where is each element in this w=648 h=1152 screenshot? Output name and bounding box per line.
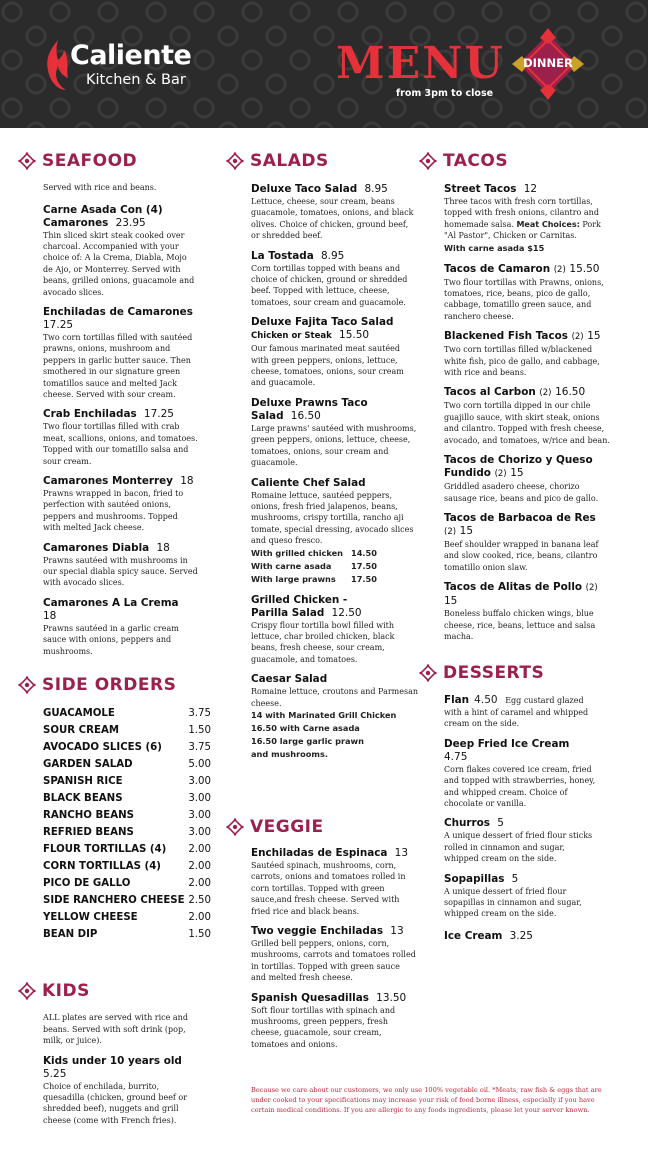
side-name: GARDEN SALAD — [43, 759, 133, 770]
option-name: With large prawns — [251, 573, 336, 584]
menu-item — [43, 204, 198, 298]
side-item — [43, 824, 211, 841]
item-name: Ice Cream — [444, 929, 503, 942]
item-price: 5 — [497, 817, 504, 830]
item-price: 17.25 — [43, 318, 74, 331]
menu-item — [251, 925, 416, 984]
side-price: 3.75 — [188, 708, 211, 719]
section-title: DESSERTS — [443, 663, 545, 683]
section-header — [226, 148, 418, 174]
kids-section — [18, 978, 202, 1126]
side-price: 1.50 — [188, 725, 211, 736]
menu-item — [444, 738, 599, 810]
option-name: With carne asada — [251, 560, 332, 571]
item-description: Two flour tortillas with Prawns, onions, tomatoes, rice, beans, pico de gallo, cabbage, tomatillo green sauce, and ranchero cheese. — [444, 277, 604, 321]
menu-title: MENU — [336, 38, 505, 89]
brand-logo — [44, 38, 224, 98]
side-price: 2.00 — [188, 878, 211, 889]
section-header — [18, 148, 198, 174]
item-price: 17.25 — [143, 408, 174, 421]
item-price: 5 — [511, 872, 519, 885]
price-option — [251, 547, 418, 560]
menu-item — [251, 316, 418, 389]
item-name: Tacos al Carbon — [444, 386, 536, 399]
item-description: Our famous marinated meat sautéed with green peppers, onions, lettuce, cheese, tomatoes, onions, sour cream and guacamole. — [251, 344, 404, 388]
side-price: 3.75 — [188, 742, 211, 753]
menu-item — [251, 594, 418, 666]
item-name: Enchiladas de Camarones — [43, 305, 193, 318]
menu-item — [43, 408, 198, 467]
side-price: 1.50 — [188, 929, 211, 940]
side-item — [43, 875, 211, 892]
item-count: (2) — [585, 583, 598, 594]
section-header — [419, 660, 599, 686]
item-name: Deluxe Taco Salad — [251, 183, 358, 195]
side-name: BEAN DIP — [43, 929, 98, 940]
disclaimer-footer: Because we care about our customers, we only use 100% vegetable oil. *Meats, raw fish & eggs that are under cooked to your specifications may increase your risk of food borne illness, especially if you have certain medical conditions. If you are allergic to any foods ingredients, please let your server known. — [251, 1086, 602, 1115]
item-description: Two corn tortillas filled w/blackened white fish, pico de gallo, and cabbage, with rice and beans. — [444, 345, 600, 378]
ornament-icon — [226, 152, 244, 170]
item-description: Prawns wrapped in bacon, fried to perfection with sautéed onions, peppers and mushrooms. Topped with melted Jack cheese. — [43, 489, 184, 533]
item-description: Three tacos with fresh corn tortillas, topped with fresh onions, cilantro and homemade salsa. — [444, 197, 599, 229]
item-name: Churros — [444, 817, 490, 830]
side-price: 3.00 — [188, 776, 211, 787]
item-count: (2) — [571, 332, 584, 343]
side-orders-section — [18, 672, 211, 943]
item-price: 12.50 — [331, 606, 362, 619]
menu-item — [444, 512, 611, 573]
side-price: 3.00 — [188, 793, 211, 804]
menu-item — [251, 397, 418, 469]
item-name: Tacos de Chorizo y Queso Fundido — [444, 454, 593, 480]
price-option: With carne asada $15 — [444, 242, 545, 253]
menu-item — [251, 992, 416, 1051]
side-name: RANCHO BEANS — [43, 810, 134, 821]
desserts-section — [419, 660, 599, 943]
item-description: Griddled asadero cheese, chorizo sausage rice, beans and pico de gallo. — [444, 482, 599, 503]
item-price: 23.95 — [115, 216, 146, 229]
item-price: 16.50 — [290, 409, 321, 422]
side-item — [43, 909, 211, 926]
seafood-note: Served with rice and beans. — [43, 183, 157, 192]
side-name: SIDE RANCHERO CHEESE — [43, 895, 185, 906]
item-name: Enchiladas de Espinaca — [251, 847, 388, 859]
section-header — [18, 672, 211, 698]
side-item — [43, 790, 211, 807]
option-price: 17.50 — [351, 573, 377, 584]
side-price: 5.00 — [188, 759, 211, 770]
side-item — [43, 926, 211, 943]
section-title: TACOS — [443, 151, 509, 171]
ornament-icon — [226, 818, 244, 836]
item-name: Deluxe Fajita Taco Salad — [251, 316, 394, 329]
side-name: YELLOW CHEESE — [43, 912, 138, 923]
side-item — [43, 858, 211, 875]
side-name: AVOCADO SLICES (6) — [43, 742, 162, 753]
menu-item — [43, 597, 198, 657]
item-description: Soft flour tortillas with spinach and mushrooms, green peppers, fresh cheese, guacamole, sour cream, tomatoes and onions. — [251, 1005, 396, 1049]
item-price: 15 — [587, 330, 601, 343]
price-option — [251, 560, 418, 573]
side-item — [43, 841, 211, 858]
item-price: 13 — [394, 847, 409, 859]
menu-item — [444, 183, 611, 255]
item-description: Thin sliced skirt steak cooked over charcoal. Accompanied with your choice of: A la Crema, Diabla, Mojo de Ajo, or Monterrey. Served with beans, grilled onions, guacamole and avocado slices. — [43, 230, 195, 297]
side-name: FLOUR TORTILLAS (4) — [43, 844, 167, 855]
menu-item — [43, 306, 198, 400]
item-count: (2) — [553, 264, 566, 275]
brand-name: Caliente — [70, 40, 192, 71]
item-description: Choice of enchilada, burrito, quesadilla (chicken, ground beef or shredded beef), nuggets and grill cheese (come with French fries). — [43, 1081, 188, 1125]
side-price: 3.00 — [188, 827, 211, 838]
menu-item — [43, 475, 198, 534]
menu-item — [444, 386, 611, 446]
option-price: 14.50 — [351, 547, 377, 558]
header — [0, 0, 648, 128]
menu-item — [444, 263, 611, 323]
section-title: KIDS — [42, 981, 90, 1001]
section-title: SEAFOOD — [42, 151, 138, 171]
item-name: Flan — [444, 694, 470, 706]
item-description: A unique dessert of fried flour sopapillas in cinnamon and sugar, whipped cream on the side. — [444, 886, 582, 919]
side-price: 2.00 — [188, 912, 211, 923]
menu-item — [444, 454, 611, 504]
side-item — [43, 773, 211, 790]
item-description: Corn tortillas topped with beans and choice of chicken, ground or shredded beef. Topped with lettuce, cheese, tomatoes, sour cream and guacamole. — [251, 263, 408, 307]
ornament-icon — [18, 982, 36, 1000]
item-price: 13 — [390, 925, 404, 938]
side-price: 2.50 — [188, 895, 211, 906]
item-description: Two corn tortillas filled with sautéed prawns, onions, mushroom and peppers in garlic butter sauce. Then smothered in our signature green tomatillos sauce and melted Jack cheese. Served with sour cream. — [43, 332, 193, 399]
item-name: Blackened Fish Tacos — [444, 330, 568, 343]
item-name: Sopapillas — [444, 872, 505, 885]
menu-item — [251, 847, 416, 917]
option-price: 17.50 — [351, 560, 377, 571]
price-option: 16.50 with Carne asada — [251, 722, 360, 733]
item-name: Crab Enchiladas — [43, 408, 137, 421]
item-price: 8.95 — [320, 249, 345, 262]
item-name: Caesar Salad — [251, 673, 328, 686]
menu-item — [251, 477, 418, 586]
brand-subtitle: Kitchen & Bar — [86, 72, 186, 88]
side-item — [43, 722, 211, 739]
item-name: Grilled Chicken - Parilla Salad — [251, 593, 348, 619]
item-price: 12 — [523, 183, 538, 195]
menu-item — [444, 694, 599, 730]
side-name: SOUR CREAM — [43, 725, 119, 736]
side-name: REFRIED BEANS — [43, 827, 134, 838]
menu-item — [444, 330, 611, 378]
ornament-icon — [419, 664, 437, 682]
item-description: Romaine lettuce, sautéed peppers, onions, fresh fried jalapenos, beans, mushrooms, crispy tortilla, rancho aji tomate, special dressing, avocado slices and queso fresco. — [251, 490, 414, 546]
option-name: With grilled chicken — [251, 547, 343, 558]
menu-item — [444, 873, 599, 920]
item-name: Carne Asada Con (4) Camarones — [43, 203, 163, 229]
section-title: SALADS — [250, 151, 329, 171]
item-price: 15.50 — [339, 329, 370, 342]
item-name: Camarones Diabla — [43, 541, 150, 554]
item-description: Corn flakes covered ice cream, fried and topped with strawberries, honey, and whipped cream. Choice of chocolate or vanilla. — [444, 764, 596, 809]
item-name: La Tostada — [251, 249, 314, 262]
side-price: 2.00 — [188, 844, 211, 855]
item-price: 15 — [444, 595, 458, 608]
item-description: Grilled bell peppers, onions, corn, mushrooms, carrots and tomatoes rolled in tortillas. Topped with green sauce and melted fresh cheese. — [251, 939, 416, 983]
menu-item — [251, 673, 418, 761]
item-price: 18 — [43, 609, 57, 622]
item-price: 4.75 — [444, 750, 468, 763]
tacos-section — [419, 148, 611, 642]
item-count: (2) — [444, 526, 457, 537]
item-name: Deep Fried Ice Cream — [444, 737, 570, 750]
price-option: 16.50 large garlic prawn — [251, 735, 364, 746]
item-name: Camarones A La Crema — [43, 596, 179, 609]
side-price: 2.00 — [188, 861, 211, 872]
item-description: Sautéed spinach, mushrooms, corn, carrots, onions and tomatoes rolled in corn tortillas. Topped with green sauce,and fresh cheese. Served with fried rice and black beans. — [251, 861, 406, 916]
item-description: Egg custard glazed with a hint of caramel and whipped cream on the side. — [444, 696, 589, 729]
item-description: Romaine lettuce, croutons and Parmesan cheese. — [251, 687, 419, 708]
side-item — [43, 892, 211, 909]
kids-note: ALL plates are served with rice and beans. Served with soft drink (pop, milk, or juice). — [43, 1013, 188, 1045]
ornament-icon — [18, 152, 36, 170]
item-description: A unique dessert of fried flour sticks rolled in cinnamon and sugar, whipped cream on the side. — [444, 831, 593, 864]
price-option: 14 with Marinated Grill Chicken — [251, 709, 397, 720]
price-option: and mushrooms. — [251, 748, 328, 759]
item-count: (2) — [494, 469, 507, 480]
side-name: SPANISH RICE — [43, 776, 123, 787]
item-price: 5.25 — [43, 1067, 67, 1080]
item-name: Two veggie Enchiladas — [251, 925, 384, 938]
item-price: 15.50 — [569, 262, 600, 275]
item-price: 13.50 — [376, 991, 407, 1004]
item-description: Two flour tortillas filled with crab meat, scallions, onions, and tomatoes. Topped with our tomatillo salsa and sour cream. — [43, 422, 198, 466]
menu-item — [251, 250, 418, 309]
price-option — [251, 573, 418, 586]
menu-item — [43, 542, 198, 589]
side-item — [43, 739, 211, 756]
menu-item — [444, 930, 599, 943]
item-description: Prawns sautéed in a garlic cream sauce with onions, peppers and mushrooms. — [43, 623, 179, 656]
side-name: BLACK BEANS — [43, 793, 123, 804]
flame-icon — [44, 38, 70, 92]
item-description: Crispy flour tortilla bowl filled with lettuce, char broiled chicken, black beans, fresh cheese, sour cream, guacamole, and tomatoes. — [251, 620, 395, 664]
item-name: Deluxe Prawns Taco Salad — [251, 396, 368, 422]
item-description: Large prawns' sautéed with mushrooms, green peppers, onions, lettuce, cheese, tomatoes, onions, sour cream and guacamole. — [251, 423, 417, 468]
section-title: VEGGIE — [250, 817, 324, 837]
choices-list: Pork "Al Pastor", Chicken or Carnitas. — [444, 219, 601, 241]
side-name: GUACAMOLE — [43, 708, 115, 719]
side-name: CORN TORTILLAS (4) — [43, 861, 161, 872]
seafood-section — [18, 148, 198, 657]
item-price: 18 — [180, 475, 194, 487]
item-option: Chicken or Steak — [251, 331, 332, 342]
item-description: Lettuce, cheese, sour cream, beans guacamole, tomatoes, onions, and black olives. Choice of chicken, ground beef, or shredded beef. — [251, 197, 414, 241]
item-description: Beef shoulder wrapped in banana leaf and slow cooked, rice, beans, cilantro tomatillo onion slaw. — [444, 539, 599, 572]
item-description: Boneless buffalo chicken wings, blue cheese, rice, beans, lettuce and salsa macha. — [444, 609, 596, 641]
item-name: Street Tacos — [444, 183, 517, 195]
side-price: 3.00 — [188, 810, 211, 821]
item-description: Two corn tortilla dipped in our chile guajillo sauce, with skirt steak, onions and cilantro. Topped with fresh cheese, avocado, and tomatoes, w/rice and bean. — [444, 401, 610, 445]
side-item — [43, 705, 211, 722]
item-price: 15 — [459, 524, 474, 537]
item-description: Prawns sautéed with mushrooms in our special diabla spicy sauce. Served with avocado slices. — [43, 555, 198, 588]
menu-item — [251, 183, 418, 242]
side-item — [43, 756, 211, 773]
item-name: Caliente Chef Salad — [251, 476, 366, 489]
item-price: 3.25 — [509, 929, 533, 942]
section-header — [226, 814, 416, 840]
side-name: PICO DE GALLO — [43, 878, 131, 889]
item-price: 8.95 — [364, 183, 388, 195]
ornament-icon — [18, 676, 36, 694]
item-price: 4.50 — [474, 694, 498, 706]
item-price: 16.50 — [555, 386, 586, 399]
menu-hours: from 3pm to close — [396, 88, 494, 99]
item-count: (2) — [539, 388, 552, 399]
section-header — [18, 978, 202, 1004]
dinner-badge-label: DINNER — [523, 56, 573, 70]
item-name: Camarones Monterrey — [43, 475, 173, 487]
veggie-section — [226, 814, 416, 1050]
item-price: 15 — [510, 467, 524, 480]
ornament-icon — [419, 152, 437, 170]
item-name: Tacos de Camaron — [444, 262, 551, 275]
item-name: Tacos de Barbacoa de Res — [444, 511, 596, 524]
side-item — [43, 807, 211, 824]
section-header — [419, 148, 611, 174]
section-title: SIDE ORDERS — [42, 675, 177, 695]
menu-item — [444, 817, 599, 864]
item-name: Kids under 10 years old — [43, 1054, 182, 1067]
item-name: Tacos de Alitas de Pollo — [444, 581, 583, 594]
item-price: 18 — [156, 541, 170, 554]
choices-label: Meat Choices: — [516, 219, 580, 229]
item-name: Spanish Quesadillas — [251, 991, 369, 1004]
menu-item — [43, 1055, 202, 1127]
menu-item — [444, 581, 611, 642]
salads-section — [226, 148, 418, 761]
